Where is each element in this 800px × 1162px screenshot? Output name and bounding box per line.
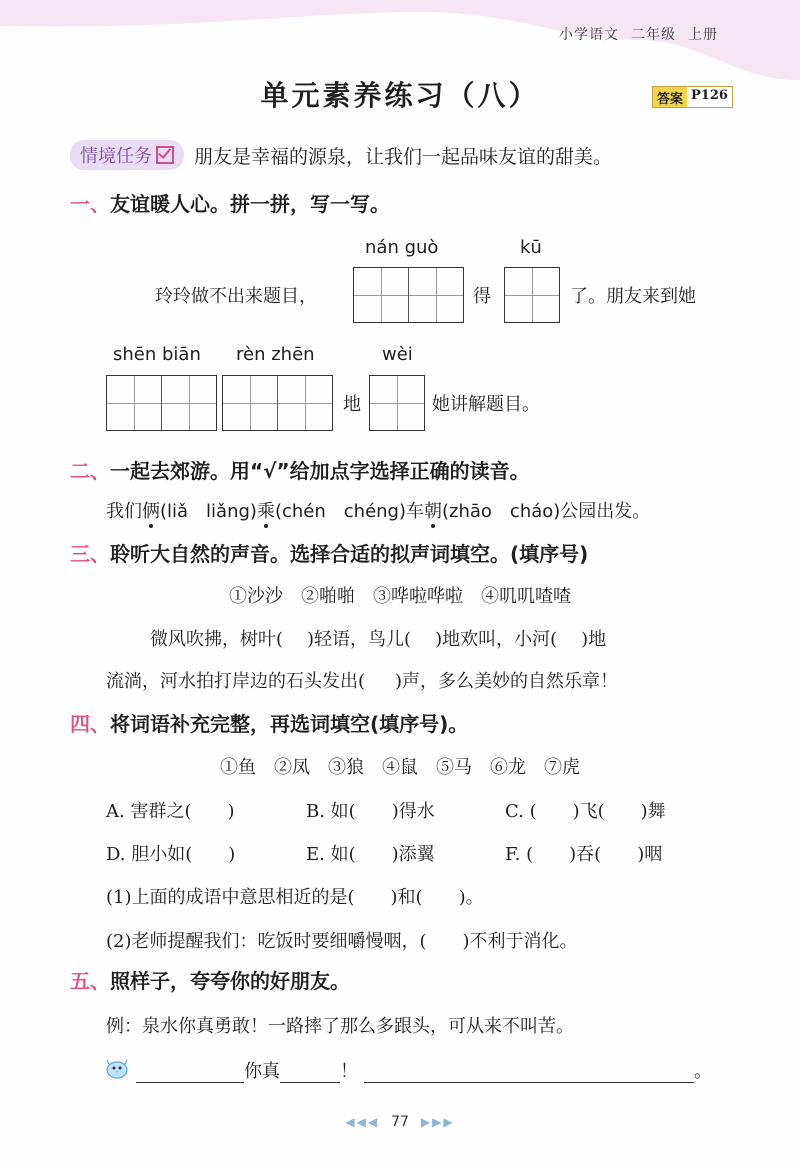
- dotted-char-lia: 俩: [142, 501, 160, 522]
- s1-line1-c: 了。朋友来到她: [570, 286, 696, 307]
- checkbox-icon: [156, 146, 174, 164]
- blank-reason[interactable]: [364, 1064, 694, 1083]
- s4-question-2[interactable]: (2)老师提醒我们：吃饭时要细嚼慢咽，( )不利于消化。: [106, 931, 578, 952]
- answer-page: P126: [687, 87, 732, 107]
- s2-sentence: 我们俩(liǎ liǎng)乘(chén chéng)车朝(zhāo cháo)公园出发。: [106, 501, 651, 522]
- idiom-f[interactable]: F. ( )吞( )咽: [505, 844, 663, 865]
- blank-3[interactable]: [557, 633, 581, 651]
- idiom-d[interactable]: D. 胆小如( ): [106, 844, 236, 865]
- section-5-heading: 五、照样子，夸夸你的好朋友。: [70, 969, 350, 993]
- choice-zhao-chao[interactable]: (zhāo cháo)公园出发。: [442, 501, 651, 522]
- s3-paragraph-line2: 流淌，河水拍打岸边的石头发出( )声，多么美妙的自然乐章！: [106, 671, 619, 692]
- s5-example: 例：泉水你真勇敢！一路摔了那么多跟头，可从来不叫苦。: [106, 1016, 574, 1037]
- dotted-char-chao: 朝: [424, 501, 442, 522]
- pinyin-nanguo: nán guò: [365, 237, 439, 258]
- bird-icon: [104, 1058, 130, 1080]
- blank-friend[interactable]: [136, 1064, 244, 1083]
- s1-line2-b: 她讲解题目。: [432, 394, 540, 415]
- scenario-tag: 情境任务: [70, 140, 184, 170]
- s4-question-1[interactable]: (1)上面的成语中意思相近的是( )和( )。: [106, 887, 484, 908]
- s1-line1-a: 玲玲做不出来题目，: [155, 286, 317, 307]
- book-series: 小学语文 二年级 上册: [559, 27, 718, 43]
- pinyin-shenbian: shēn biān: [113, 344, 201, 365]
- idiom-b[interactable]: B. 如( )得水: [306, 801, 435, 822]
- answer-label: 答案: [653, 87, 687, 107]
- choice-chen-cheng[interactable]: (chén chéng)车: [274, 501, 424, 522]
- pinyin-ku: kū: [520, 237, 542, 258]
- writing-box-ku[interactable]: [504, 267, 560, 323]
- page-footer: [0, 1114, 800, 1130]
- scenario-text: 朋友是幸福的源泉，让我们一起品味友谊的甜美。: [194, 145, 613, 168]
- blank-4[interactable]: [365, 675, 395, 693]
- s4-options: ①鱼 ②凤 ③狼 ④鼠 ⑤马 ⑥龙 ⑦虎: [220, 757, 580, 778]
- choice-lia-liang[interactable]: (liǎ liǎng): [160, 501, 257, 522]
- idiom-c[interactable]: C. ( )飞( )舞: [505, 801, 666, 822]
- idiom-a[interactable]: A. 害群之( ): [106, 801, 235, 822]
- section-4-heading: 四、将词语补充完整，再选词填空(填序号)。: [70, 712, 469, 736]
- s1-line1-b: 得: [473, 286, 491, 307]
- page-number: 77: [391, 1114, 409, 1130]
- section-3-heading: 三、聆听大自然的声音。选择合适的拟声词填空。(填序号): [70, 542, 589, 566]
- answer-badge[interactable]: [652, 86, 733, 108]
- idiom-e[interactable]: E. 如( )添翼: [306, 844, 435, 865]
- writing-box-renzhen[interactable]: [222, 375, 333, 431]
- pinyin-renzhen: rèn zhēn: [236, 344, 315, 365]
- s5-answer-line: 你真 ！ 。: [136, 1057, 712, 1083]
- pinyin-wei: wèi: [382, 344, 413, 365]
- left-arrows-icon: ◀◀◀: [345, 1115, 380, 1129]
- page-title: 单元素养练习（八）: [260, 79, 540, 112]
- blank-quality[interactable]: [280, 1064, 340, 1083]
- s3-paragraph-line1: 微风吹拂，树叶( )轻语，鸟儿( )地欢叫，小河( )地: [150, 629, 607, 650]
- s3-options: ①沙沙 ②啪啪 ③哗啦哗啦 ④叽叽喳喳: [229, 586, 571, 607]
- right-arrows-icon: ▶▶▶: [420, 1115, 455, 1129]
- s1-line2-a: 地: [343, 394, 361, 415]
- writing-box-wei[interactable]: [369, 375, 425, 431]
- scenario-row: [70, 140, 612, 170]
- section-2-heading: 二、一起去郊游。用“√”给加点字选择正确的读音。: [70, 459, 530, 483]
- blank-2[interactable]: [411, 633, 435, 651]
- writing-box-nanguo[interactable]: [353, 267, 464, 323]
- section-1-heading: 一、友谊暖人心。拼一拼，写一写。: [70, 192, 390, 216]
- writing-box-shenbian[interactable]: [106, 375, 217, 431]
- blank-1[interactable]: [283, 633, 307, 651]
- dotted-char-cheng: 乘: [256, 501, 275, 522]
